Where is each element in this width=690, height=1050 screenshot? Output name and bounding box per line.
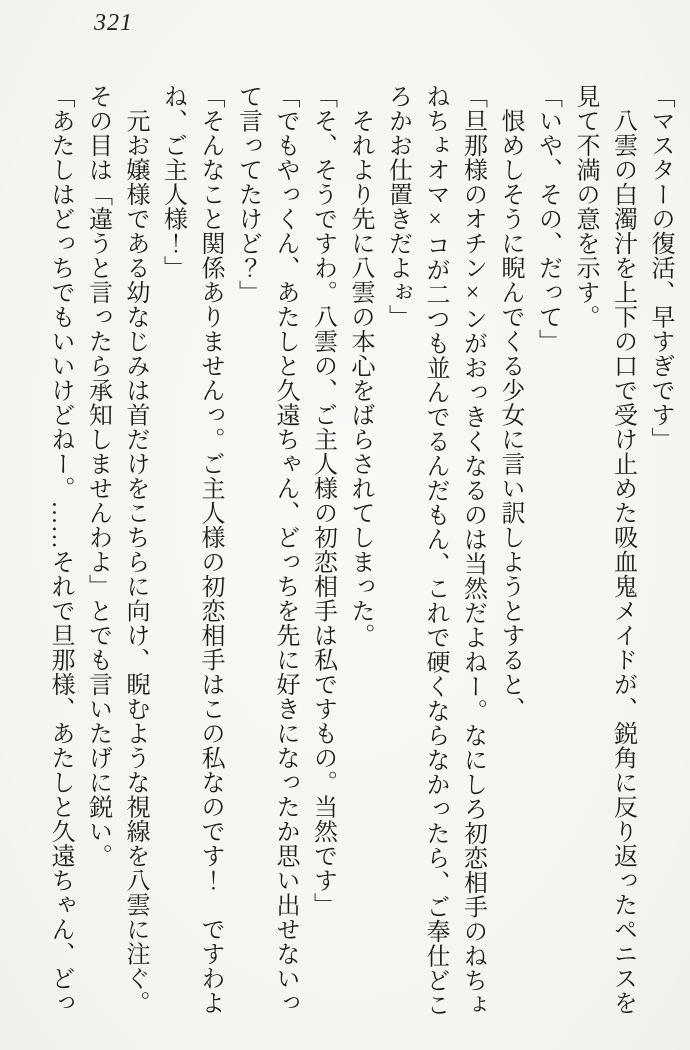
text-line: 元お嬢様である幼なじみは首だけをこちらに向け、睨むような視線を八雲に注ぐ。 [122,84,148,1015]
text-line: て言ってたけど？」 [234,84,261,305]
page-number: 321 [94,10,133,36]
text-line: 八雲の白濁汁を上下の口で受け止めた吸血鬼メイドが、鋭角に反り返ったペニスを [609,84,636,1015]
text-line: 「あたしはどっちでもいいけどねー。……それで旦那様、あたしと久遠ちゃん、どっ [47,84,73,1015]
text-line: 「そ、そうですわ。八雲の、ご主人様の初恋相手は私ですもの。当然です」 [309,84,336,917]
text-line: 「いや、その、だって」 [534,84,561,354]
text-line: 見て不満の意を示す。 [572,84,598,329]
text-line: 「マスターの復活、早すぎです」 [647,84,673,452]
vertical-text-block [41,84,679,1018]
text-line: ね、ご主人様！」 [159,84,186,280]
text-line: 恨めしそうに睨んでくる少女に言い訳しようとすると、 [497,84,523,721]
text-line: その目は「違うと言ったら承知しませんわよ」とでも言いたげに鋭い。 [84,84,111,868]
text-line: ねちょオマ×コが二つも並んでるんだもん、これで硬くならなかったら、ご奉仕どこ [422,84,448,1017]
text-line: それより先に八雲の本心をばらされてしまった。 [347,84,373,648]
text-line: 「そんなこと関係ありませんっ。ご主人様の初恋相手はこの私なのです！ ですわよ [197,84,223,1015]
text-line: 「旦那様のオチン×ンがおっきくなるのは当然だよねー。なにしろ初恋相手のねちょ [459,84,486,1017]
text-line: 「でもやっくん、あたしと久遠ちゃん、どっちを先に好きになったか思い出せないっ [272,84,298,1015]
text-line: ろかお仕置きだよぉ」 [384,84,411,329]
